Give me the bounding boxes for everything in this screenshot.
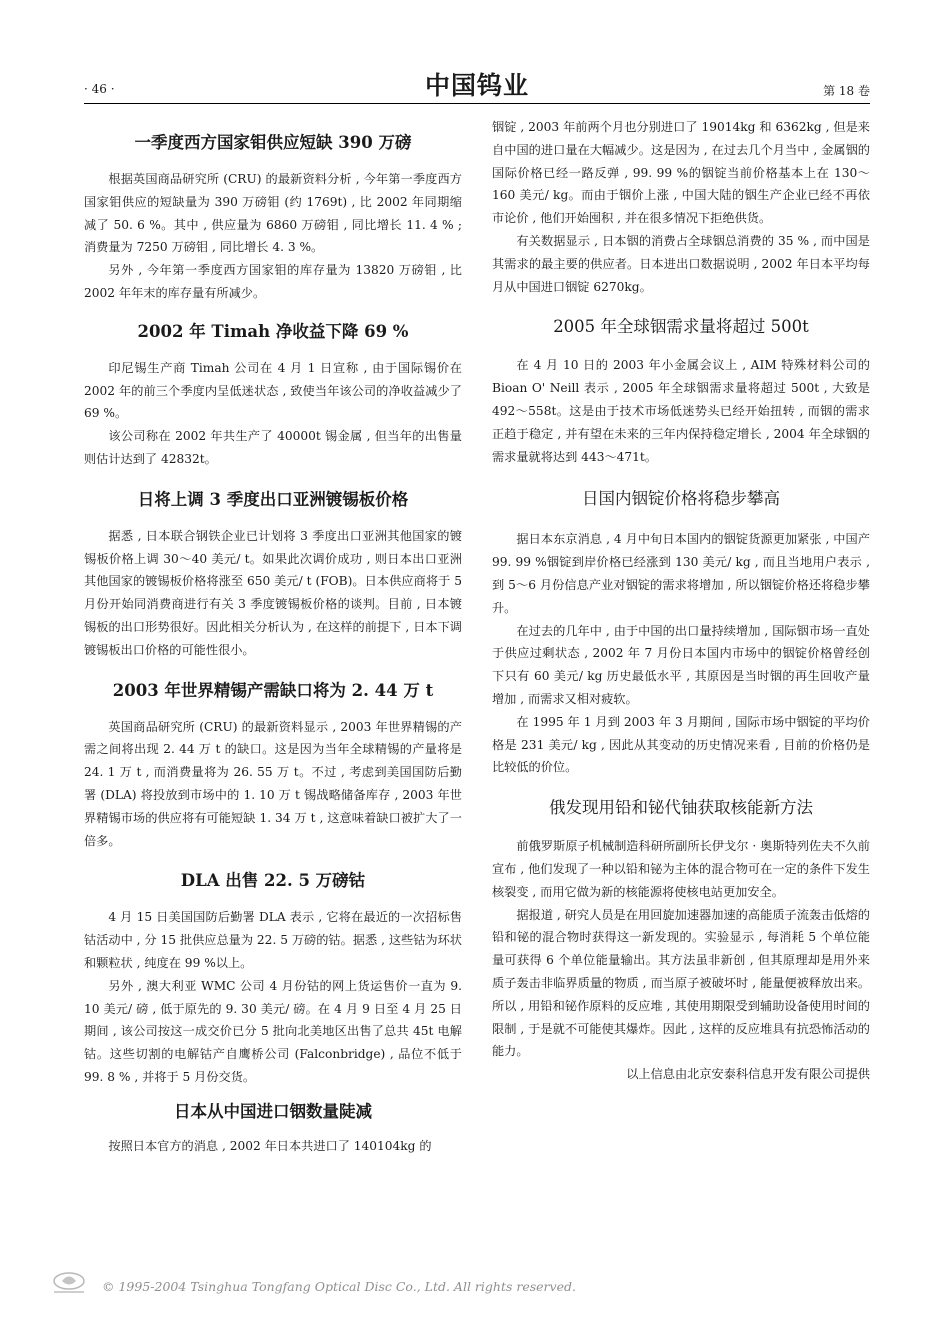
copyright-notice: © 1995-2004 Tsinghua Tongfang Optical Disc Co., Ltd. All rights reserved. — [102, 1279, 576, 1294]
article-paragraph: 英国商品研究所 (CRU) 的最新资料显示 , 2003 年世界精锡的产需之间将出现 2. 44 万 t 的缺口。这是因为当年全球精锡的产量将是 24. 1 万 t , 而消费量将为 26. 55 万 t。不过 , 考虑到美国国防后勤署 (DLA) 将投放到市场中的 1. 10 万 t 锡战略储备库存 , 2003 年世界精锡市场的供应将有可能短缺 1. 34 万 t , 这意味着缺口被扩大了一倍多。 — [84, 719, 462, 848]
article-title: 2002 年 Timah 净收益下降 69 % — [137, 321, 409, 341]
article-title: 2003 年世界精锡产需缺口将为 2. 44 万 t — [112, 680, 434, 700]
header-rule — [84, 103, 870, 104]
article-paragraph: 根据英国商品研究所 (CRU) 的最新资料分析 , 今年第一季度西方国家钼供应的短缺量为 390 万磅钼 (约 1769t) , 比 2002 年同期缩减了 50. 6 %。其中 , 供应量为 6860 万磅钼 , 同比增长 11. 4 % ; 消费量为 7250 万磅钼 , 同比增长 4. 3 %。 — [84, 172, 462, 255]
article-paragraph: 在过去的几年中 , 由于中国的出口量持续增加 , 国际铟市场一直处于供应过剩状态 , 2002 年 7 月份日本国内市场中的铟锭价格曾经创下只有 60 美元/ kg 历史最低水平 , 其原因是当时铟的再生回收产量增加 , 而需求又相对疲软。 — [492, 623, 870, 706]
left-column — [84, 116, 462, 1158]
article-paragraph: 据日本东京消息 , 4 月中旬日本国内的铟锭货源更加紧张 , 中国产 99. 99 %铟锭到岸价格已经涨到 130 美元/ kg , 而且当地用户表示 , 到 5～6 月份信息产业对铟锭的需求将增加 , 所以铟锭价格还将稳步攀升。 — [492, 532, 870, 615]
right-column — [492, 116, 870, 1086]
article-title: 日本从中国进口铟数量陡减 — [174, 1101, 372, 1121]
article-paragraph: 有关数据显示 , 日本铟的消费占全球铟总消费的 35 % , 而中国是其需求的最主要的供应者。日本进出口数据说明 , 2002 年日本平均每月从中国进口铟锭 6270kg。 — [492, 233, 870, 294]
article-title: 俄发现用铅和铋代铀获取核能新方法 — [549, 798, 813, 818]
cnki-logo-icon — [48, 1270, 90, 1296]
volume-label: 第 18 卷 — [823, 84, 870, 98]
article-paragraph: 该公司称在 2002 年共生产了 40000t 锡金属 , 但当年的出售量则估计达到了 42832t。 — [84, 429, 462, 466]
article-paragraph: 另外 , 今年第一季度西方国家钼的库存量为 13820 万磅钼 , 比 2002 年年末的库存量有所减少。 — [84, 263, 462, 300]
article-paragraph: 印尼锡生产商 Timah 公司在 4 月 1 日宣称 , 由于国际锡价在 2002 年的前三个季度内呈低迷状态 , 致使当年该公司的净收益减少了 69 %。 — [84, 360, 462, 421]
article-title: 日将上调 3 季度出口亚洲镀锡板价格 — [137, 489, 409, 509]
article-paragraph: 据悉 , 日本联合钢铁企业已计划将 3 季度出口亚洲其他国家的镀锡板价格上调 30～40 美元/ t。如果此次调价成功 , 则日本出口亚洲其他国家的镀锡板价格将涨至 650 美元/ t (FOB)。日本供应商将于 5 月份开始同消费商进行有关 3 季度镀锡板价格的谈判。目前 , 日本镀锡板的出口形势很好。因此相关分析认为 , 在这样的前提下 , 日本下调镀锡板出口价格的可能性很小。 — [84, 528, 462, 657]
article-paragraph: 按照日本官方的消息 , 2002 年日本共进口了 140104kg 的 — [108, 1138, 432, 1153]
article-paragraph: 前俄罗斯原子机械制造科研所副所长伊戈尔 · 奥斯特列佐夫不久前宣布 , 他们发现了一种以铅和铋为主体的混合物可在一定的条件下发生核裂变 , 而用它做为新的核能源将使核电站更加安全。 — [492, 839, 870, 899]
article-title: 日国内铟锭价格将稳步攀高 — [582, 489, 780, 509]
article-paragraph: 4 月 15 日美国国防后勤署 DLA 表示 , 它将在最近的一次招标售钴活动中 , 分 15 批供应总量为 22. 5 万磅的钴。据悉 , 这些钴为环状和颗粒状 , 纯度在 99 %以上。 — [84, 910, 462, 970]
page-number: · 46 · — [84, 82, 115, 96]
article-paragraph: 在 1995 年 1 月到 2003 年 3 月期间 , 国际市场中铟锭的平均价格是 231 美元/ kg , 因此从其变动的历史情况来看 , 目前的价格仍是比较低的价位。 — [492, 714, 870, 775]
article-paragraph: 另外 , 澳大利亚 WMC 公司 4 月份钴的网上货运售价一直为 9. 10 美元/ 磅 , 低于原先的 9. 30 美元/ 磅。在 4 月 9 日至 4 月 25 日期间 , 该公司按这一成交价已分 5 批向北美地区出售了总共 45t 电解钴。这些切割的电解钴产自鹰桥公司 (Falconbridge) , 品位不低于 99. 8 % , 并将于 5 月份交货。 — [84, 978, 462, 1084]
source-credit: 以上信息由北京安泰科信息开发有限公司提供 — [626, 1067, 870, 1082]
article-title: DLA 出售 22. 5 万磅钴 — [180, 871, 366, 891]
article-title: 2005 年全球铟需求量将超过 500t — [553, 317, 809, 337]
page-footer — [48, 1268, 748, 1308]
journal-title: 中国钨业 — [424, 71, 529, 100]
article-paragraph: 在 4 月 10 日的 2003 年小金属会议上 , AIM 特殊材料公司的 Bioan O' Neill 表示 , 2005 年全球铟需求量将超过 500t , 大致是 492～558t。这是由于技术市场低迷势头已经开始扭转 , 而铟的需求正趋于稳定 , 并有望在未来的三年内保持稳定增长 , 2004 年全球铟的需求量就将达到 443～471t。 — [492, 358, 870, 464]
article-title: 一季度西方国家钼供应短缺 390 万磅 — [134, 133, 412, 152]
article-paragraph: 据报道 , 研究人员是在用回旋加速器加速的高能质子流轰击低熔的铅和铋的混合物时获得这一新发现的。实验显示 , 每消耗 5 个单位能量可获得 6 个单位能量输出。其方法虽非新创 , 但其原理却是用外来质子轰击非临界质量的物质 , 而当原子被破坏时 , 能量便被释放出来。所以 , 用铅和铋作原料的反应堆 , 其使用期限受到辅助设备使用时间的限制 , 于是就不可能使其爆炸。因此 , 这样的反应堆具有抗恐怖活动的能力。 — [492, 907, 870, 1059]
page-header — [84, 62, 870, 104]
article-continuation: 铟锭 , 2003 年前两个月也分别进口了 19014kg 和 6362kg , 但是来自中国的进口量在大幅减少。这是因为 , 在过去几个月当中 , 金属铟的国际价格已经一路反弹 , 99. 99 %的铟锭当前价格基本上在 130～160 美元/ kg。而由于铟价上涨 , 中国大陆的铟生产企业已经不再依市论价 , 他们开始囤积 , 并在很多情况下拒绝供货。 — [492, 120, 870, 226]
